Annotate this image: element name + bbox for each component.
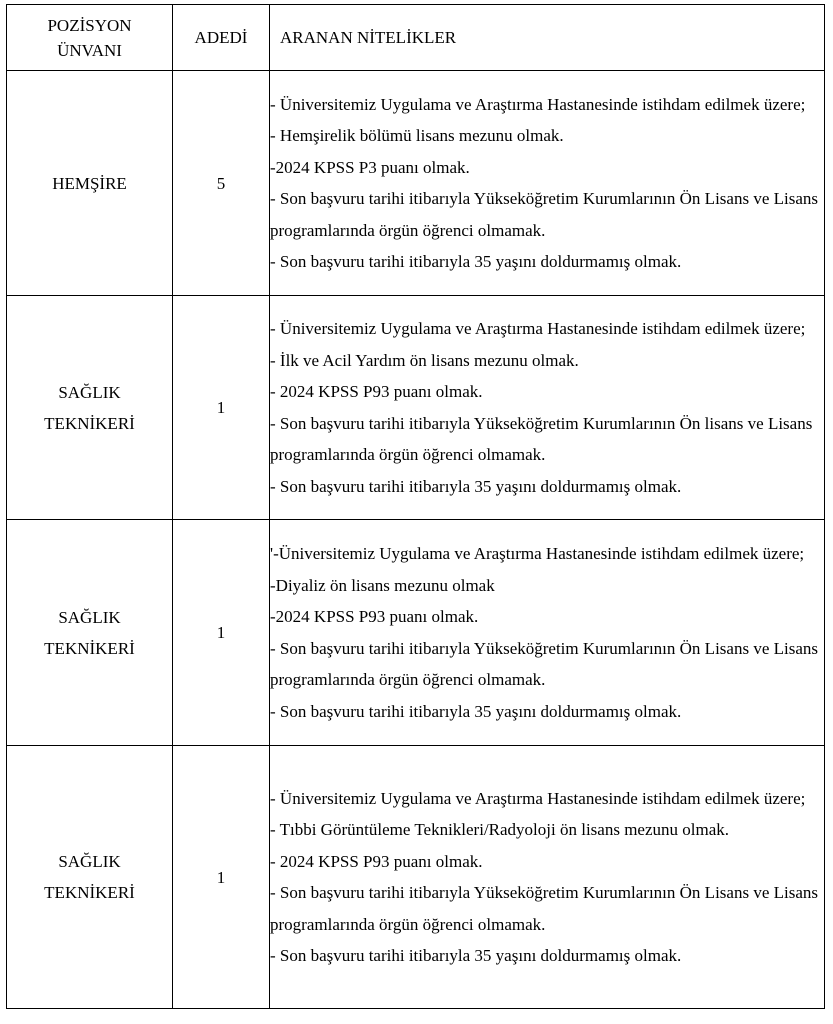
position-header-line: ÜNVANI [57,40,122,60]
table-row [7,520,825,746]
requirement-item: -Diyaliz ön lisans mezunu olmak [270,575,495,595]
count-header: ADEDİ [173,5,270,71]
requirement-item: - Hemşirelik bölümü lisans mezunu olmak. [270,126,564,145]
positions-table [6,4,825,1009]
requirements-cell [270,520,825,746]
requirements-cell [270,71,825,296]
table-header-row [7,5,825,71]
requirement-item: - 2024 KPSS P93 puanı olmak. [270,382,483,401]
requirement-item: - Üniversitemiz Uygulama ve Araştırma Hastanesinde istihdam edilmek üzere; [270,788,806,808]
position-line: SAĞLIK [58,382,121,402]
count-cell: 1 [173,296,270,520]
position-line: TEKNİKERİ [44,638,135,658]
requirement-item: - Üniversitemiz Uygulama ve Araştırma Hastanesinde istihdam edilmek üzere; [270,319,806,338]
count-cell: 1 [173,746,270,1009]
requirement-item: - Son başvuru tarihi itibarıyla 35 yaşını doldurmamış olmak. [270,476,682,496]
table-row [7,746,825,1009]
position-line: SAĞLIK [58,852,121,871]
requirement-item: - Son başvuru tarihi itibarıyla Yükseköğretim Kurumlarının Ön lisans ve Lisans programlarında örgün öğrenci olmamak. [270,413,813,464]
requirement-item: - Tıbbi Görüntüleme Teknikleri/Radyoloji ön lisans mezunu olmak. [270,820,729,839]
requirement-item: - Son başvuru tarihi itibarıyla Yükseköğretim Kurumlarının Ön Lisans ve Lisans programlarında örgün öğrenci olmamak. [270,883,818,934]
requirement-item: - Üniversitemiz Uygulama ve Araştırma Hastanesinde istihdam edilmek üzere; [270,94,806,114]
requirement-item: -2024 KPSS P93 puanı olmak. [270,607,479,626]
requirement-item: - Son başvuru tarihi itibarıyla Yükseköğretim Kurumlarının Ön Lisans ve Lisans programlarında örgün öğrenci olmamak. [270,189,818,240]
count-cell: 1 [173,520,270,746]
requirement-item: - Son başvuru tarihi itibarıyla Yükseköğretim Kurumlarının Ön Lisans ve Lisans programlarında örgün öğrenci olmamak. [270,638,818,689]
position-title-header [7,5,173,71]
requirement-item: - Son başvuru tarihi itibarıyla 35 yaşını doldurmamış olmak. [270,946,682,965]
requirement-item: - İlk ve Acil Yardım ön lisans mezunu olmak. [270,350,579,370]
requirement-item: - Son başvuru tarihi itibarıyla 35 yaşını doldurmamış olmak. [270,701,682,721]
position-cell [7,296,173,520]
requirements-header: ARANAN NİTELİKLER [270,5,825,71]
requirement-item: '-Üniversitemiz Uygulama ve Araştırma Hastanesinde istihdam edilmek üzere; [270,544,805,563]
position-line: SAĞLIK [58,607,121,627]
requirements-cell [270,746,825,1009]
position-cell [7,71,173,296]
position-cell [7,520,173,746]
position-cell [7,746,173,1009]
position-line: TEKNİKERİ [44,413,135,433]
table-row [7,71,825,296]
requirements-cell [270,296,825,520]
position-line: TEKNİKERİ [44,883,135,902]
position-header-line: POZİSYON [47,15,132,35]
requirement-item: - 2024 KPSS P93 puanı olmak. [270,851,483,871]
requirement-item: -2024 KPSS P3 puanı olmak. [270,157,470,177]
table-row [7,296,825,520]
count-cell: 5 [173,71,270,296]
requirement-item: - Son başvuru tarihi itibarıyla 35 yaşını doldurmamış olmak. [270,252,682,271]
position-line: HEMŞİRE [52,173,127,193]
